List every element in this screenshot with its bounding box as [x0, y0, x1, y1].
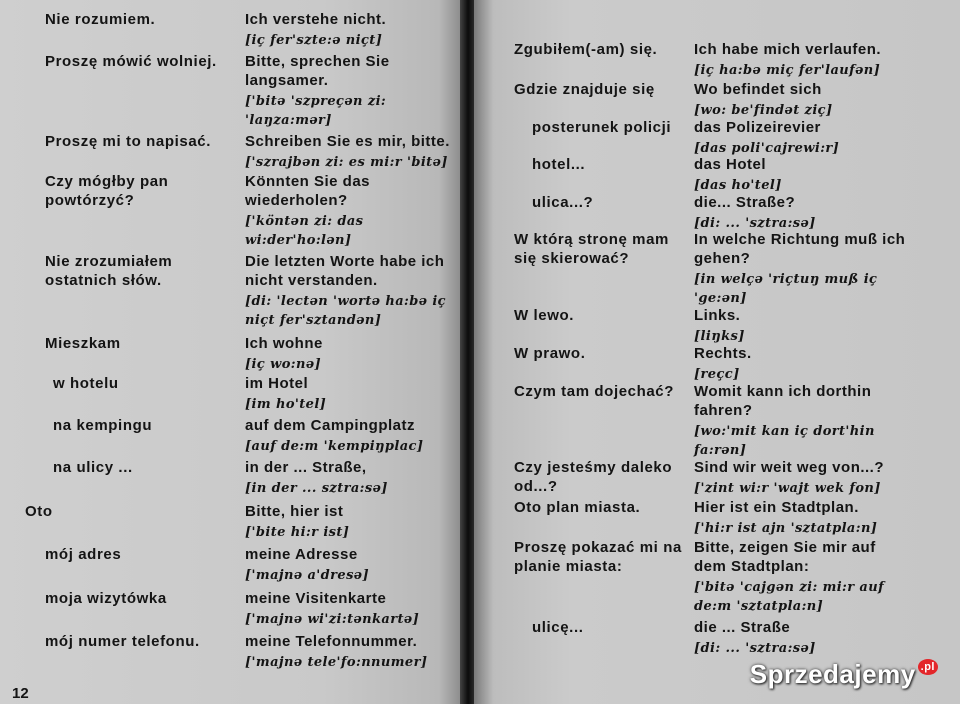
- german-column: [694, 193, 909, 235]
- german-column: [694, 344, 909, 386]
- pronunciation: ['szrajbən zi: es mi:r 'bitə]: [245, 155, 448, 170]
- pronunciation: [di: ... 'sztra:sə]: [694, 216, 816, 231]
- german-column: [245, 502, 460, 544]
- german-column: [694, 118, 909, 160]
- pronunciation: [iç ha:bə miç fer'laufən]: [694, 63, 881, 78]
- watermark-text: Sprzedajemy: [749, 659, 916, 689]
- polish-phrase: mój adres: [45, 546, 122, 563]
- polish-phrase: Czy jesteśmy daleko od...?: [514, 459, 673, 495]
- german-phrase: im Hotel: [245, 375, 309, 392]
- german-phrase: auf dem Campingplatz: [245, 417, 416, 434]
- pronunciation: ['bitə 'cajgən zi: mi:r auf de:m 'sztatpla:n]: [694, 580, 885, 614]
- polish-phrase: hotel...: [532, 156, 586, 173]
- german-column: [245, 589, 460, 631]
- polish-phrase: Gdzie znajduje się: [514, 81, 655, 98]
- german-phrase: Sind wir weit weg von...?: [694, 459, 885, 476]
- german-phrase: Links.: [694, 307, 741, 324]
- pronunciation: [liŋks]: [694, 329, 745, 344]
- german-phrase: das Polizeirevier: [694, 119, 821, 136]
- polish-phrase: w hotelu: [53, 375, 119, 392]
- polish-phrase: posterunek policji: [532, 119, 672, 136]
- polish-phrase: W prawo.: [514, 345, 586, 362]
- watermark-logo: [750, 659, 938, 690]
- german-phrase: meine Visitenkarte: [245, 590, 387, 607]
- pronunciation: ['majnə wi'zi:tənkartə]: [245, 612, 420, 627]
- polish-phrase: W którą stronę mam się skierować?: [514, 231, 669, 267]
- polish-phrase: na kempingu: [53, 417, 153, 434]
- pronunciation: [iç fer'szte:ə niçt]: [245, 33, 383, 48]
- pronunciation: [wo:'mit kan iç dort'hin fa:rən]: [694, 424, 875, 458]
- german-column: [694, 40, 909, 82]
- polish-phrase: Nie zrozumiałem ostatnich słów.: [45, 253, 173, 289]
- polish-phrase: Nie rozumiem.: [45, 11, 156, 28]
- german-column: [245, 416, 460, 458]
- german-column: [694, 306, 909, 348]
- german-phrase: Ich wohne: [245, 335, 323, 352]
- right-page: [474, 0, 960, 704]
- german-phrase: Bitte, sprechen Sie langsamer.: [245, 53, 390, 89]
- polish-phrase: Mieszkam: [45, 335, 121, 352]
- polish-phrase: moja wizytówka: [45, 590, 167, 607]
- german-column: [245, 132, 460, 174]
- german-column: [245, 172, 460, 252]
- german-column: [694, 538, 909, 618]
- german-phrase: das Hotel: [694, 156, 767, 173]
- polish-phrase: Proszę pokazać mi na planie miasta:: [514, 539, 682, 575]
- watermark-suffix: .pl: [918, 659, 938, 675]
- german-phrase: Bitte, hier ist: [245, 503, 344, 520]
- german-column: [694, 618, 909, 660]
- pronunciation: ['majnə a'dresə]: [245, 568, 370, 583]
- polish-phrase: mój numer telefonu.: [45, 633, 200, 650]
- polish-phrase: ulica...?: [532, 194, 594, 211]
- german-phrase: Könnten Sie das wiederholen?: [245, 173, 371, 209]
- german-phrase: Wo befindet sich: [694, 81, 822, 98]
- german-phrase: Die letzten Worte habe ich nicht verstanden.: [245, 253, 445, 289]
- pronunciation: [di: 'lectən 'wortə ha:bə iç niçt fer'sztandən]: [245, 294, 446, 328]
- polish-phrase: Oto plan miasta.: [514, 499, 641, 516]
- german-column: [245, 545, 460, 587]
- pronunciation: [im ho'tel]: [245, 397, 327, 412]
- pronunciation: ['bite hi:r ist]: [245, 525, 350, 540]
- german-column: [245, 52, 460, 132]
- pronunciation: [di: ... 'sztra:sə]: [694, 641, 816, 656]
- german-phrase: meine Adresse: [245, 546, 358, 563]
- german-phrase: die... Straße?: [694, 194, 796, 211]
- pronunciation: [iç wo:nə]: [245, 357, 322, 372]
- polish-phrase: Czym tam dojechać?: [514, 383, 675, 400]
- pronunciation: [in welçə 'riçtuŋ muß iç 'ge:ən]: [694, 272, 878, 306]
- german-column: [245, 10, 460, 52]
- page-number: 12: [12, 685, 29, 702]
- pronunciation: [in der ... sztra:sə]: [245, 481, 388, 496]
- german-phrase: die ... Straße: [694, 619, 791, 636]
- german-column: [245, 374, 460, 416]
- pronunciation: [das poli'cajrewi:r]: [694, 141, 840, 156]
- german-phrase: Hier ist ein Stadtplan.: [694, 499, 859, 516]
- german-column: [245, 632, 460, 674]
- pronunciation: ['majnə tele'fo:nnumer]: [245, 655, 428, 670]
- pronunciation: [auf de:m 'kempiŋplac]: [245, 439, 424, 454]
- polish-phrase: Zgubiłem(-am) się.: [514, 41, 658, 58]
- pronunciation: [wo: be'findət ziç]: [694, 103, 833, 118]
- german-column: [694, 80, 909, 122]
- pronunciation: ['zint wi:r 'wajt wek fon]: [694, 481, 881, 496]
- german-phrase: in der ... Straße,: [245, 459, 367, 476]
- german-column: [694, 498, 909, 540]
- left-page: [0, 0, 462, 704]
- pronunciation: ['bitə 'szpreçən zi: 'laŋza:mər]: [245, 94, 387, 128]
- german-phrase: Bitte, zeigen Sie mir auf dem Stadtplan:: [694, 539, 876, 575]
- german-phrase: meine Telefonnummer.: [245, 633, 418, 650]
- polish-phrase: W lewo.: [514, 307, 575, 324]
- german-phrase: Rechts.: [694, 345, 752, 362]
- german-column: [694, 458, 909, 500]
- pronunciation: ['köntən zi: das wi:der'ho:lən]: [245, 214, 364, 248]
- polish-phrase: Czy mógłby pan powtórzyć?: [45, 173, 169, 209]
- german-phrase: Ich verstehe nicht.: [245, 11, 387, 28]
- polish-phrase: Proszę mi to napisać.: [45, 133, 211, 150]
- pronunciation: [reçc]: [694, 367, 740, 382]
- german-column: [245, 334, 460, 376]
- pronunciation: [das ho'tel]: [694, 178, 782, 193]
- german-column: [694, 230, 909, 310]
- german-phrase: Ich habe mich verlaufen.: [694, 41, 882, 58]
- german-phrase: In welche Richtung muß ich gehen?: [694, 231, 906, 267]
- german-phrase: Womit kann ich dorthin fahren?: [694, 383, 872, 419]
- german-column: [245, 458, 460, 500]
- german-phrase: Schreiben Sie es mir, bitte.: [245, 133, 450, 150]
- german-column: [694, 155, 909, 197]
- polish-phrase: Oto: [25, 503, 53, 520]
- german-column: [245, 252, 460, 332]
- polish-phrase: na ulicy ...: [53, 459, 133, 476]
- german-column: [694, 382, 909, 462]
- polish-phrase: ulicę...: [532, 619, 584, 636]
- pronunciation: ['hi:r ist ajn 'sztatpla:n]: [694, 521, 878, 536]
- polish-phrase: Proszę mówić wolniej.: [45, 53, 217, 70]
